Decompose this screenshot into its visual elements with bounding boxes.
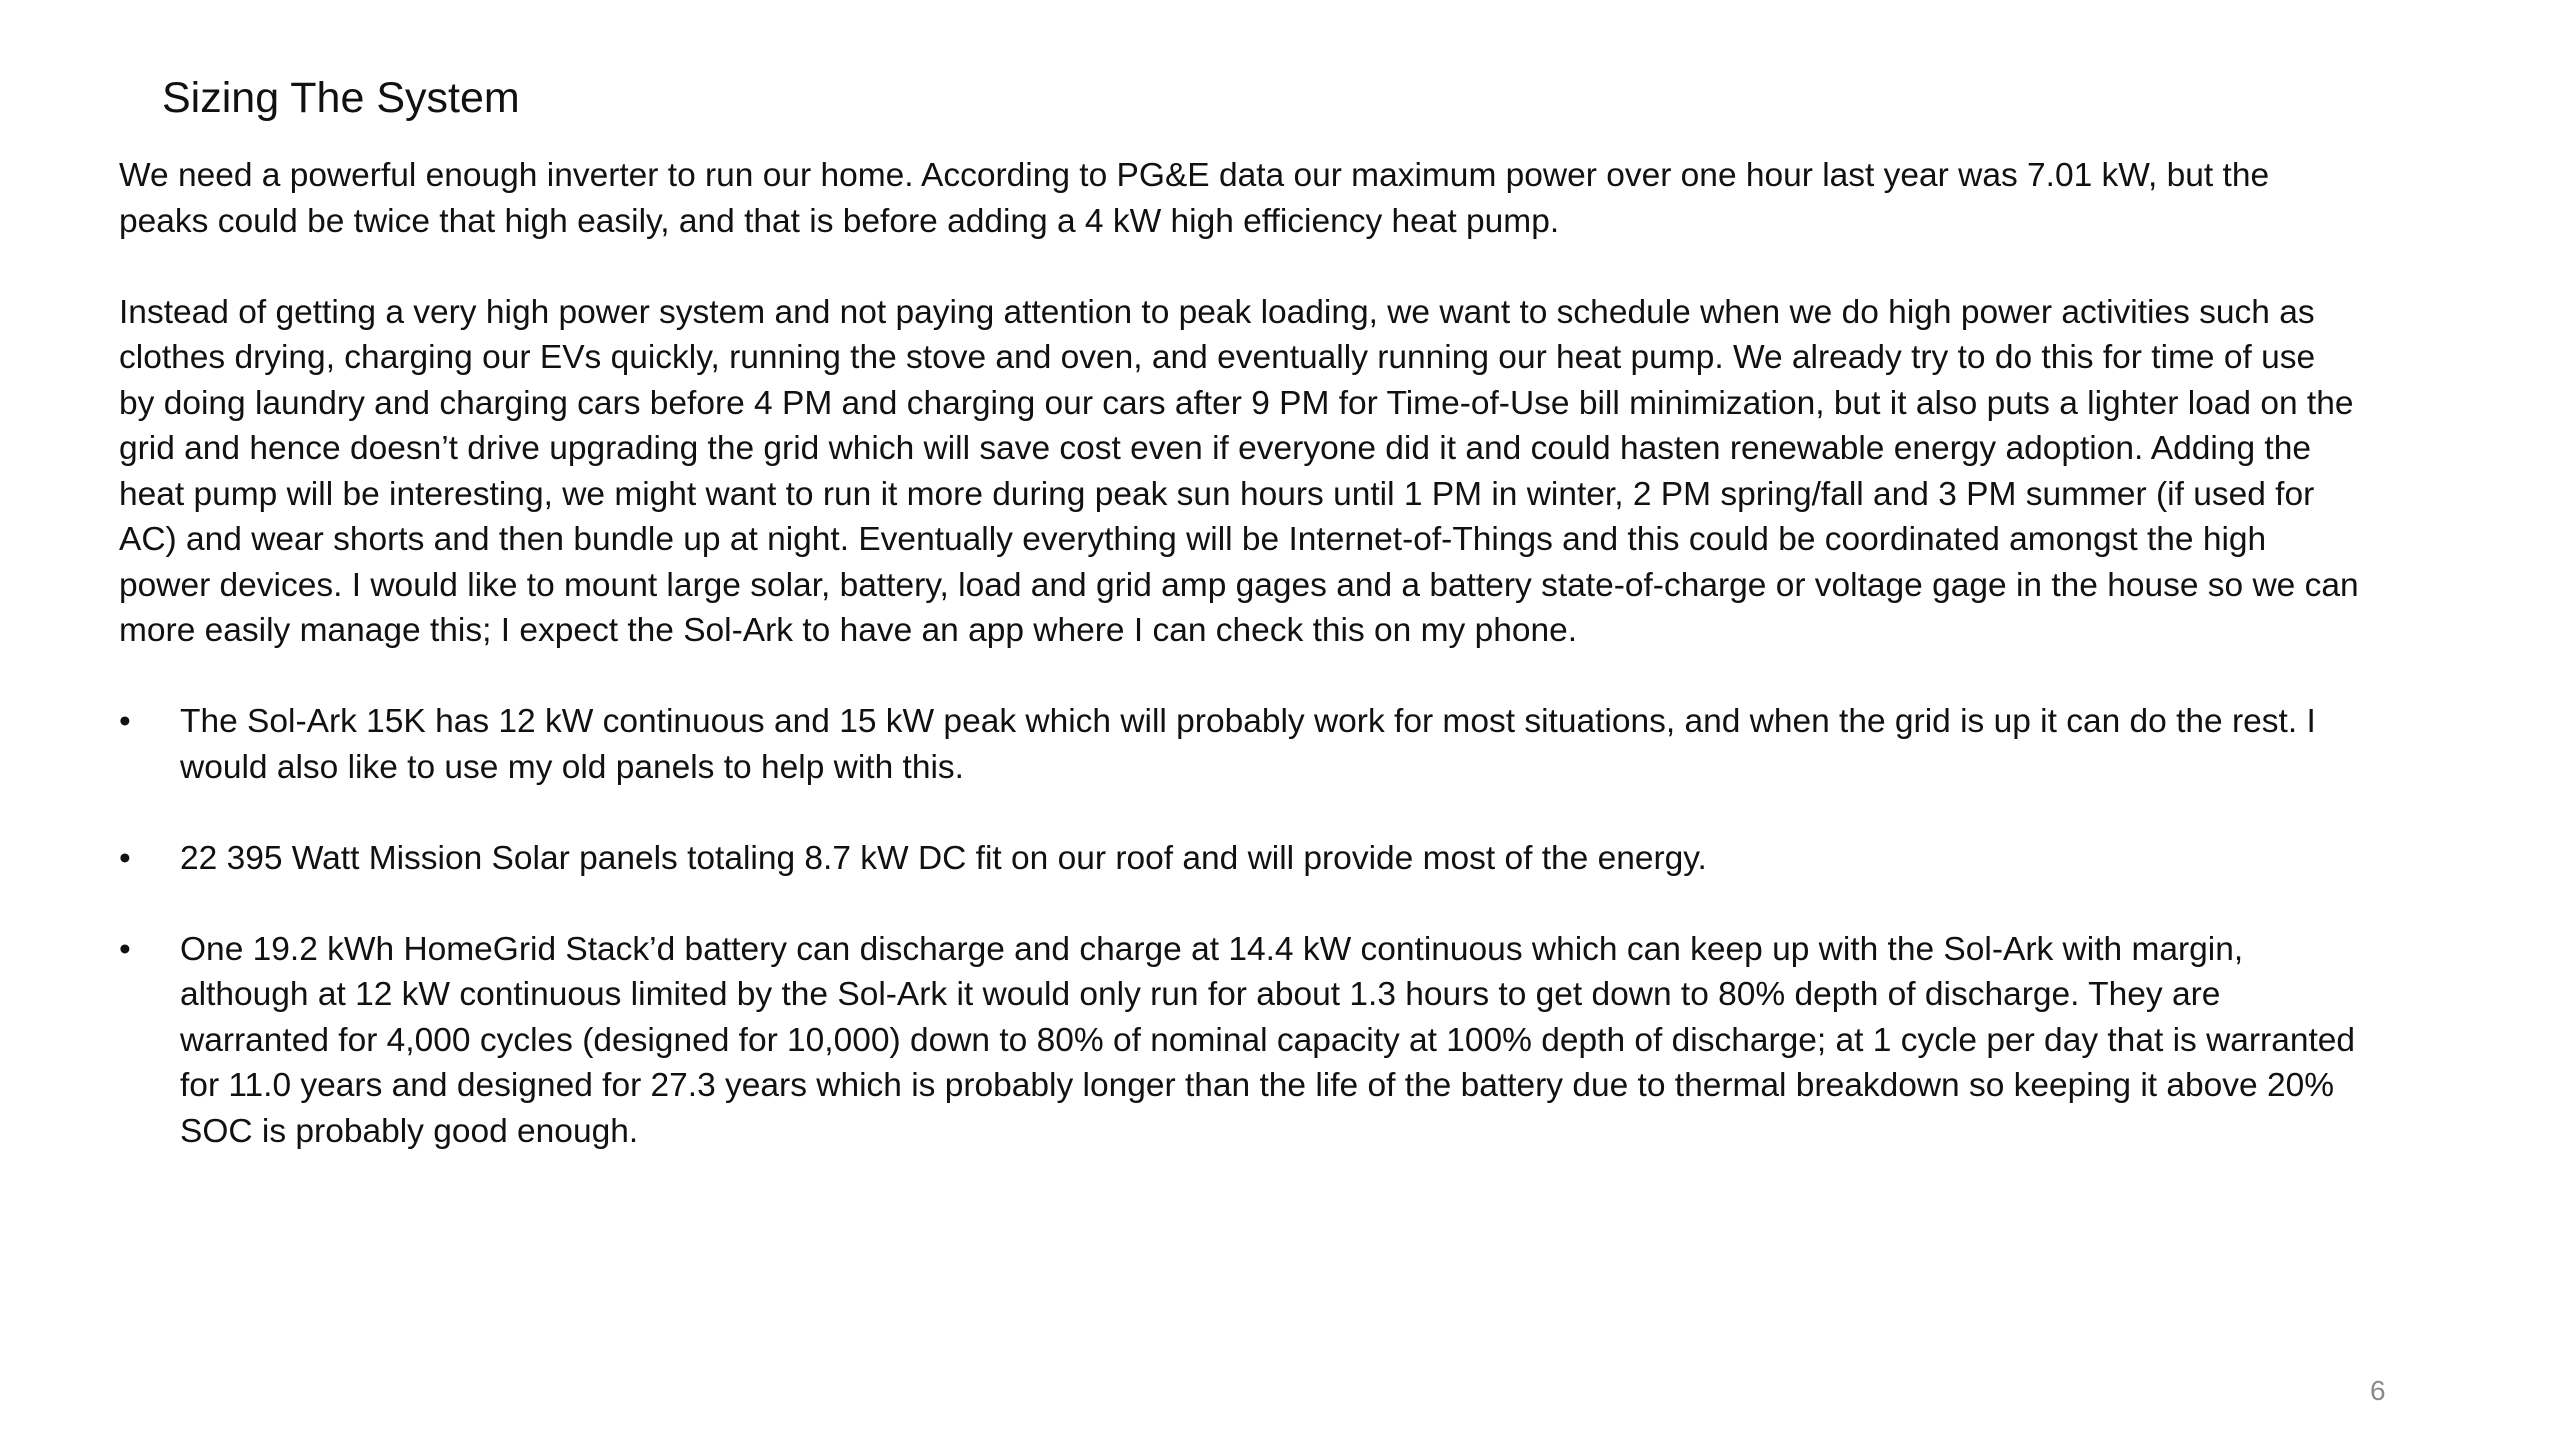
bullet-item-battery <box>119 927 2359 1155</box>
page-number: 6 <box>2370 1375 2386 1406</box>
bullet-item-sol-ark <box>119 699 2359 790</box>
bullet-text: 22 395 Watt Mission Solar panels totaling 8.7 kW DC fit on our roof and will provide most of the energy. <box>180 839 1707 877</box>
bullet-icon: • <box>119 703 131 740</box>
paragraph-peak-scheduling: Instead of getting a very high power system and not paying attention to peak loading, we want to schedule when we do high power activities such as clothes drying, charging our EVs quickly, running the stove and oven, and eventually running our heat pump. We already try to do this for time of use by doing laundry and charging cars before 4 PM and charging our cars after 9 PM for Time-of-Use bill minimization, but it also puts a lighter load on the grid and hence doesn’t drive upgrading the grid which will save cost even if everyone did it and could hasten renewable energy adoption. Adding the heat pump will be interesting, we might want to run it more during peak sun hours until 1 PM in winter, 2 PM spring/fall and 3 PM summer (if used for AC) and wear shorts and then bundle up at night. Eventually everything will be Internet-of-Things and this could be coordinated amongst the high power devices. I would like to mount large solar, battery, load and grid amp gages and a battery state-of-charge or voltage gage in the house so we can more easily manage this; I expect the Sol-Ark to have an app where I can check this on my phone. <box>119 293 2359 649</box>
bullet-text: The Sol-Ark 15K has 12 kW continuous and 15 kW peak which will probably work for most situations, and when the grid is up it can do the rest. I would also like to use my old panels to help with this. <box>180 703 2316 786</box>
bullet-list <box>119 699 2359 1154</box>
bullet-text: One 19.2 kWh HomeGrid Stack’d battery can discharge and charge at 14.4 kW continuous which can keep up with the Sol-Ark with margin, although at 12 kW continuous limited by the Sol-Ark it would only run for about 1.3 hours to get down to 80% depth of discharge. They are warranted for 4,000 cycles (designed for 10,000) down to 80% of nominal capacity at 100% depth of discharge; at 1 cycle per day that is warranted for 11.0 years and designed for 27.3 years which is probably longer than the life of the battery due to thermal breakdown so keeping it above 20% SOC is probably good enough. <box>180 930 2356 1150</box>
paragraph-inverter-need: We need a powerful enough inverter to run our home. According to PG&E data our maximum power over one hour last year was 7.01 kW, but the peaks could be twice that high easily, and that is before adding a 4 kW high efficiency heat pump. <box>119 157 2270 240</box>
slide-body <box>119 153 2359 1200</box>
bullet-icon: • <box>119 839 131 877</box>
slide-title: Sizing The System <box>162 74 520 122</box>
bullet-item-solar-panels <box>119 836 2359 882</box>
bullet-icon: • <box>119 930 131 968</box>
